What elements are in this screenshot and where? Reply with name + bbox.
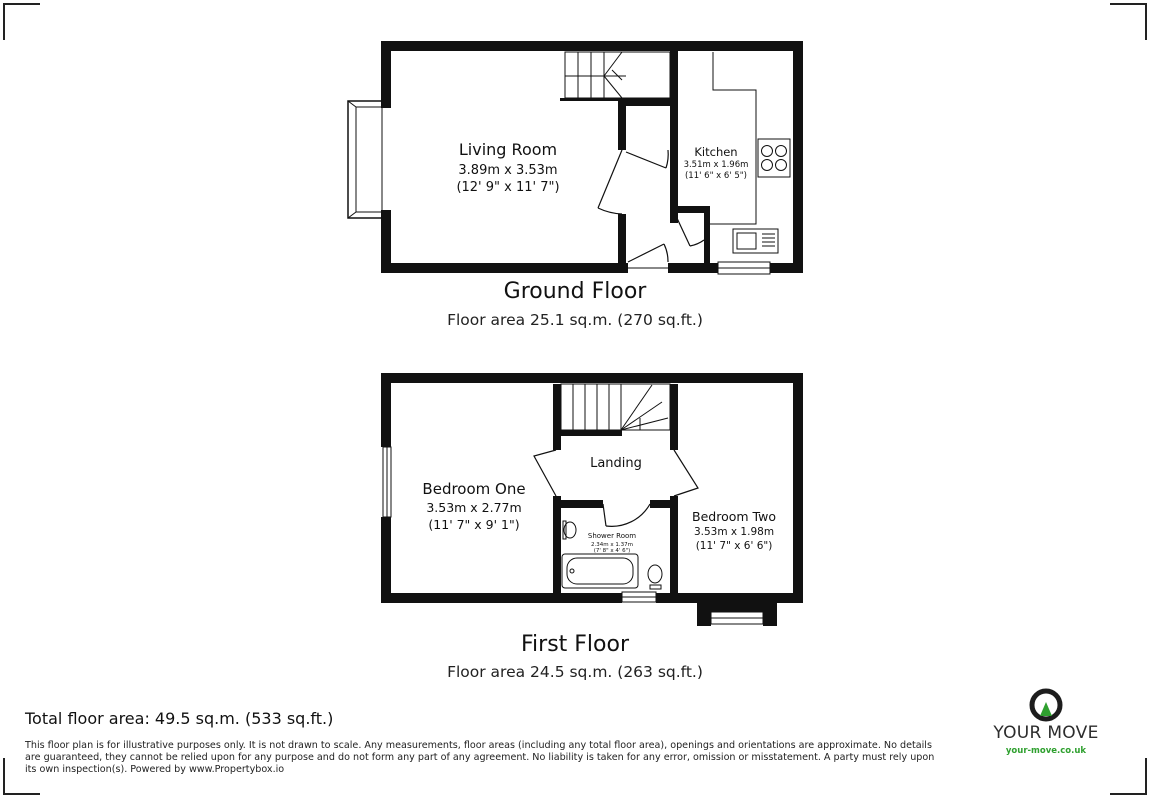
disclaimer-text: This floor plan is for illustrative purposes only. It is not drawn to scale. Any measurements, floor areas (including any total floor area), openings and orientations are approximate. No details are guaranteed, they cannot be relied upon for any purpose and do not form any part of any agreement. No liability is taken for any error, omission or misstatement. A party must rely upon its own inspection(s). Powered by www.Propertybox.io xyxy=(25,740,935,775)
living-room-metric: 3.89m x 3.53m xyxy=(458,163,558,178)
shower-room-name: Shower Room xyxy=(587,532,637,540)
living-room-imperial: (12' 9" x 11' 7") xyxy=(456,180,560,195)
shower-room-metric: 2.34m x 1.37m xyxy=(591,542,633,548)
bedroom-two-name: Bedroom Two xyxy=(692,509,776,524)
shower-room-imperial: (7' 8" x 4' 6") xyxy=(593,548,631,554)
ground-floor-area: Floor area 25.1 sq.m. (270 sq.ft.) xyxy=(447,311,703,329)
kitchen-metric: 3.51m x 1.96m xyxy=(683,160,749,170)
ground-floor-title: Ground Floor xyxy=(503,279,647,304)
first-floor-area: Floor area 24.5 sq.m. (263 sq.ft.) xyxy=(447,663,703,681)
bedroom-one-metric: 3.53m x 2.77m xyxy=(426,500,522,515)
kitchen-wall xyxy=(670,51,678,223)
first-floor-plan xyxy=(380,378,798,626)
landing-name: Landing xyxy=(590,456,642,471)
ground-stairs xyxy=(565,52,670,98)
first-stairs xyxy=(561,384,670,430)
bedroom-one-imperial: (11' 7" x 9' 1") xyxy=(428,517,520,532)
your-move-logo-icon xyxy=(1032,691,1060,719)
kitchen-name: Kitchen xyxy=(694,145,738,159)
brand-url[interactable]: your-move.co.uk xyxy=(1005,746,1087,756)
bedroom-two-imperial: (11' 7" x 6' 6") xyxy=(695,540,773,552)
living-room-name: Living Room xyxy=(458,140,558,159)
bedroom-two-metric: 3.53m x 1.98m xyxy=(693,526,775,538)
kitchen-imperial: (11' 6" x 6' 5") xyxy=(684,171,748,181)
brand-name: YOUR MOVE xyxy=(993,723,1099,743)
total-floor-area: Total floor area: 49.5 sq.m. (533 sq.ft.) xyxy=(25,709,334,728)
first-floor-title: First Floor xyxy=(520,632,630,657)
ground-floor-plan xyxy=(348,46,798,274)
bedroom-one-name: Bedroom One xyxy=(422,480,526,498)
